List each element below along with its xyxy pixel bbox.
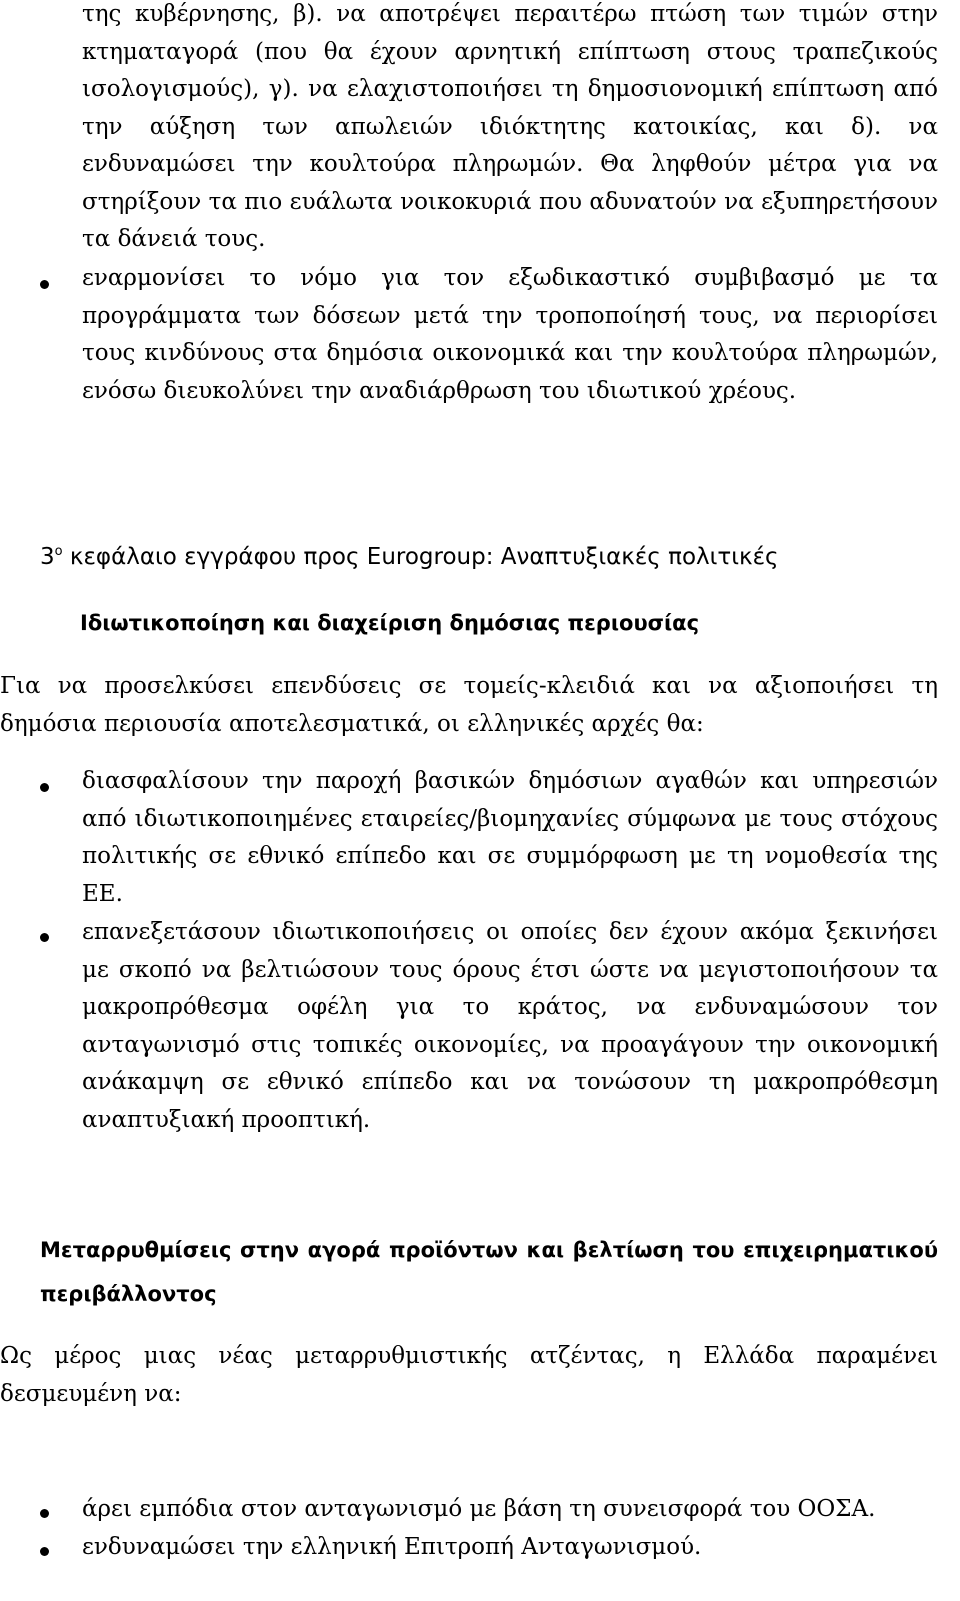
section-title: Ιδιωτικοποίηση και διαχείριση δημόσιας περιουσίας <box>80 611 700 635</box>
chapter-number: 3 <box>40 544 55 570</box>
bullet-item: ενδυναμώσει την ελληνική Επιτροπή Ανταγωνισμού. <box>82 1534 702 1560</box>
section-intro: Για να προσελκύσει επενδύσεις σε τομείς-κλειδιά και να αξιοποιήσει τη δημόσια περιουσία αποτελεσματικά, οι ελληνικές αρχές θα: <box>0 673 938 737</box>
bullet-icon <box>40 1509 49 1518</box>
section-intro: Ως μέρος μιας νέας μεταρρυθμιστικής ατζέντας, η Ελλάδα παραμένει δεσμευμένη να: <box>0 1343 938 1407</box>
bullet-icon <box>40 933 49 942</box>
intro-paragraph: της κυβέρνησης, β). να αποτρέψει περαιτέρω πτώση των τιμών στην κτηματαγορά (που θα έχουν αρνητική επίπτωση στους τραπεζικούς ισολογισμούς), γ). να ελαχιστοποιήσει τη δημοσιονομική επίπτωση από την αύξηση των απωλειών ιδιόκτητης κατοικίας, και δ). να ενδυναμώσει την κουλτούρα πληρωμών. Θα ληφθούν μέτρα για να στηρίξουν τα πιο ευάλωτα νοικοκυριά που αδυνατούν να εξυπηρετήσουν τα δάνειά τους. <box>82 1 938 252</box>
bullet-icon <box>40 783 49 792</box>
section-title: Μεταρρυθμίσεις στην αγορά προϊόντων και βελτίωση του επιχειρηματικού περιβάλλοντος <box>40 1238 938 1306</box>
bullet-icon <box>40 1547 49 1556</box>
bullet-item: διασφαλίσουν την παροχή βασικών δημόσιων αγαθών και υπηρεσιών από ιδιωτικοποιημένες εταιρείες/βιομηχανίες σύμφωνα με τους στόχους πολιτικής σε εθνικό επίπεδο και σε συμμόρφωση με τη νομοθεσία της ΕΕ. <box>82 768 938 907</box>
chapter-title: κεφάλαιο εγγράφου προς Eurogroup: Αναπτυξιακές πολιτικές <box>69 544 779 570</box>
chapter-ordinal: ο <box>54 544 63 559</box>
bullet-item: άρει εμπόδια στον ανταγωνισμό με βάση τη συνεισφορά του ΟΟΣΑ. <box>82 1496 876 1522</box>
chapter-heading <box>40 542 779 572</box>
bullet-icon <box>40 280 49 289</box>
bullet-item: εναρμονίσει το νόμο για τον εξωδικαστικό συμβιβασμό με τα προγράμματα των δόσεων μετά την τροποποίησή τους, να περιορίσει τους κινδύνους στα δημόσια οικονομικά και την κουλτούρα πληρωμών, ενόσω διευκολύνει την αναδιάρθρωση του ιδιωτικού χρέους. <box>82 265 938 404</box>
bullet-item: επανεξετάσουν ιδιωτικοποιήσεις οι οποίες δεν έχουν ακόμα ξεκινήσει με σκοπό να βελτιώσουν τους όρους έτσι ώστε να μεγιστοποιήσουν τα μακροπρόθεσμα οφέλη για το κράτος, να ενδυναμώσουν τον ανταγωνισμό στις τοπικές οικονομίες, να προαγάγουν την οικονομική ανάκαμψη σε εθνικό επίπεδο και να τονώσουν τη μακροπρόθεσμη αναπτυξιακή προοπτική. <box>82 919 938 1133</box>
